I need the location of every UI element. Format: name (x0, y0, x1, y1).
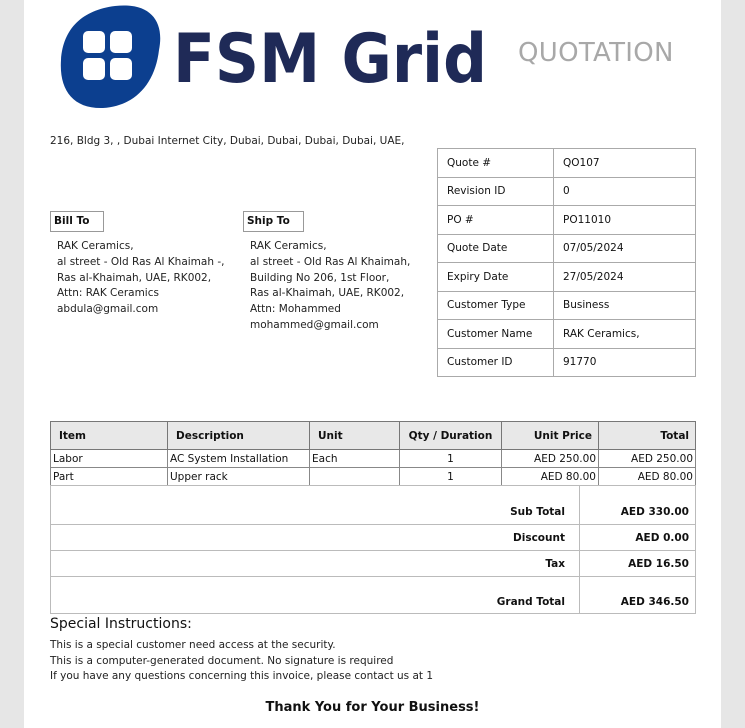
info-row (438, 320, 696, 349)
company-logo (57, 2, 497, 114)
info-value: 07/05/2024 (554, 234, 696, 263)
grand-total-label: Grand Total (51, 577, 580, 614)
cell-item: Labor (51, 450, 168, 468)
info-row (438, 206, 696, 235)
subtotal-label: Sub Total (51, 486, 580, 525)
table-header-row (51, 422, 696, 450)
totals-row (51, 577, 696, 614)
logo-grid-cell (110, 58, 132, 80)
info-value: 27/05/2024 (554, 263, 696, 292)
email-line: mohammed@gmail.com (250, 318, 379, 331)
cell-description: Upper rack (168, 468, 310, 486)
table-row (51, 450, 696, 468)
address-line: RAK Ceramics, (57, 240, 134, 252)
address-line: Building No 206, 1st Floor, (250, 271, 390, 284)
info-row (438, 149, 696, 178)
logo-grid-cell (83, 31, 105, 53)
cell-total: AED 80.00 (599, 468, 696, 486)
cell-unit (310, 468, 400, 486)
logo-grid-cell (83, 58, 105, 80)
info-value: 0 (554, 177, 696, 206)
info-key: Revision ID (438, 177, 554, 206)
special-instructions-colon: : (187, 616, 192, 632)
info-row (438, 177, 696, 206)
line-items-table (50, 421, 696, 486)
bill-to-address (57, 239, 224, 318)
table-row (51, 468, 696, 486)
totals-row (51, 525, 696, 551)
special-instructions (50, 638, 433, 685)
column-header-total: Total (599, 422, 696, 450)
cell-item: Part (51, 468, 168, 486)
address-line: Attn: Mohammed (250, 303, 341, 316)
discount-value: AED 0.00 (580, 525, 696, 551)
grand-total-value: AED 346.50 (580, 577, 696, 614)
ship-to-address (250, 239, 410, 334)
info-key: PO # (438, 206, 554, 235)
column-header-description: Description (168, 422, 310, 450)
info-key: Quote # (438, 149, 554, 178)
address-line: Attn: RAK Ceramics (57, 287, 159, 300)
logo-brand-text: FSM Grid (173, 20, 487, 99)
instruction-line: This is a computer-generated document. No signature is required (50, 654, 394, 667)
info-key: Customer ID (438, 348, 554, 377)
bill-to-label: Bill To (50, 211, 104, 232)
document-title: QUOTATION (518, 38, 674, 68)
info-key: Expiry Date (438, 263, 554, 292)
address-line: RAK Ceramics, (250, 240, 327, 252)
column-header-qty: Qty / Duration (400, 422, 502, 450)
logo-grid-cell (110, 31, 132, 53)
column-header-unit-price: Unit Price (502, 422, 599, 450)
logo-blob-shape (61, 5, 160, 108)
email-line: abdula@gmail.com (57, 303, 159, 316)
cell-unit-price: AED 80.00 (502, 468, 599, 486)
discount-label: Discount (51, 525, 580, 551)
info-value: 91770 (554, 348, 696, 377)
cell-qty: 1 (400, 468, 502, 486)
column-header-unit: Unit (310, 422, 400, 450)
info-key: Quote Date (438, 234, 554, 263)
tax-label: Tax (51, 551, 580, 577)
address-line: Ras al-Khaimah, UAE, RK002, (57, 271, 212, 284)
thank-you-message: Thank You for Your Business! (265, 700, 480, 715)
ship-to-label: Ship To (243, 211, 304, 232)
info-key: Customer Type (438, 291, 554, 320)
info-key: Customer Name (438, 320, 554, 349)
info-value: PO11010 (554, 206, 696, 235)
cell-qty: 1 (400, 450, 502, 468)
special-instructions-heading (50, 616, 192, 632)
address-line: al street - Old Ras Al Khaimah -, (57, 255, 225, 268)
info-row (438, 348, 696, 377)
instruction-line: If you have any questions concerning this invoice, please contact us at 1 (50, 670, 434, 682)
cell-unit: Each (310, 450, 400, 468)
address-line: al street - Old Ras Al Khaimah, (250, 255, 411, 268)
cell-description: AC System Installation (168, 450, 310, 468)
cell-total: AED 250.00 (599, 450, 696, 468)
totals-table (50, 485, 696, 614)
totals-row (51, 551, 696, 577)
tax-value: AED 16.50 (580, 551, 696, 577)
address-line: Ras al-Khaimah, UAE, RK002, (250, 287, 405, 300)
special-instructions-title: Special Instructions (50, 616, 188, 632)
cell-unit-price: AED 250.00 (502, 450, 599, 468)
column-header-item: Item (51, 422, 168, 450)
info-value: Business (554, 291, 696, 320)
info-value: QO107 (554, 149, 696, 178)
company-address: 216, Bldg 3, , Dubai Internet City, Dubai, Dubai, Dubai, Dubai, UAE, (50, 135, 405, 147)
quote-info-table (437, 148, 696, 377)
subtotal-value: AED 330.00 (580, 486, 696, 525)
totals-row (51, 486, 696, 525)
instruction-line: This is a special customer need access at the security. (50, 639, 336, 651)
info-value: RAK Ceramics, (554, 320, 696, 349)
info-row (438, 291, 696, 320)
info-row (438, 263, 696, 292)
info-row (438, 234, 696, 263)
